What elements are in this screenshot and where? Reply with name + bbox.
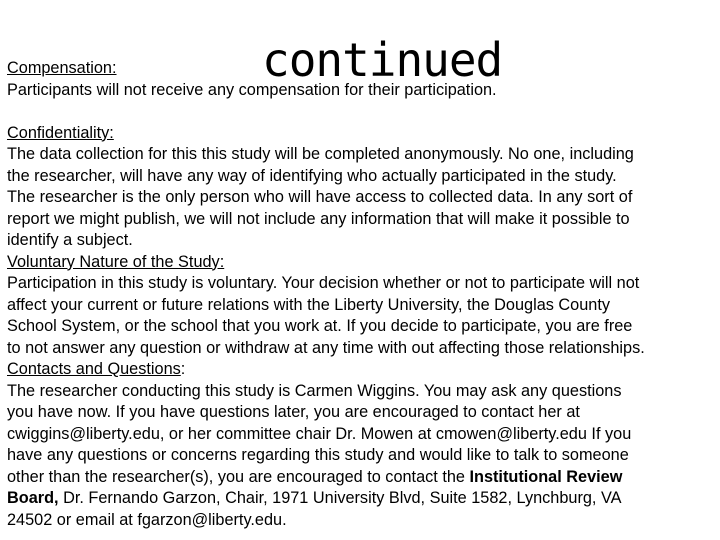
contacts-heading: Contacts and Questions: bbox=[7, 360, 186, 378]
compensation-text: Participants will not receive any compensation for their participation. bbox=[7, 80, 497, 99]
contacts-line-1: The researcher conducting this study is Carmen Wiggins. You may ask any questions bbox=[7, 381, 622, 400]
confidentiality-line-5: identify a subject. bbox=[7, 231, 133, 249]
consent-body bbox=[7, 58, 715, 531]
contacts-line-5: other than the researcher(s), you are encouraged to contact the Institutional Review bbox=[7, 467, 623, 486]
confidentiality-heading: Confidentiality: bbox=[7, 123, 114, 142]
irb-name-part-1: Institutional Review bbox=[469, 467, 623, 486]
slide-title: continued bbox=[262, 33, 503, 87]
contacts-line-6: Board, Dr. Fernando Garzon, Chair, 1971 University Blvd, Suite 1582, Lynchburg, VA bbox=[7, 489, 622, 507]
confidentiality-line-2: the researcher, will have any way of identifying who actually participated in the study. bbox=[7, 166, 617, 185]
contacts-line-2: you have now. If you have questions later, you are encouraged to contact her at bbox=[7, 403, 580, 421]
spacer bbox=[7, 101, 715, 123]
compensation-heading: Compensation: bbox=[7, 59, 117, 77]
voluntary-line-2: affect your current or future relations with the Liberty University, the Douglas County bbox=[7, 295, 610, 314]
confidentiality-line-1: The data collection for this this study will be completed anonymously. No one, including bbox=[7, 145, 634, 163]
voluntary-line-1: Participation in this study is voluntary. Your decision whether or not to participate will not bbox=[7, 274, 640, 292]
voluntary-line-4: to not answer any question or withdraw at any time with out affecting those relationships. bbox=[7, 338, 645, 357]
contacts-line-7: 24502 or email at fgarzon@liberty.edu. bbox=[7, 510, 287, 529]
voluntary-line-3: School System, or the school that you work at. If you decide to participate, you are free bbox=[7, 317, 633, 335]
contacts-line-3: cwiggins@liberty.edu, or her committee chair Dr. Mowen at cmowen@liberty.edu If you bbox=[7, 424, 632, 443]
confidentiality-line-4: report we might publish, we will not include any information that will make it possible to bbox=[7, 209, 630, 228]
contacts-line-4: have any questions or concerns regarding this study and would like to talk to someone bbox=[7, 446, 629, 464]
irb-name-part-2: Board, bbox=[7, 489, 59, 507]
voluntary-heading: Voluntary Nature of the Study: bbox=[7, 252, 225, 271]
confidentiality-line-3: The researcher is the only person who will have access to collected data. In any sort of bbox=[7, 188, 633, 206]
